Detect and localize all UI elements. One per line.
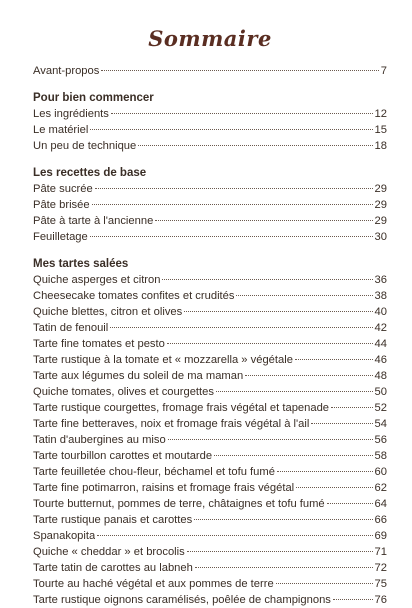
toc-section [33, 257, 387, 608]
toc-leader-dots [195, 567, 373, 568]
toc-entry-page: 15 [374, 124, 387, 136]
toc-entry-page: 52 [374, 402, 387, 414]
toc-entry-page: 54 [374, 418, 387, 430]
toc-entry-title: Cheesecake tomates confites et crudités [33, 290, 235, 302]
toc-entry-page: 75 [374, 578, 387, 590]
toc-entry-page: 18 [374, 140, 387, 152]
toc-entry-title: Feuilletage [33, 231, 88, 243]
toc-leader-dots [331, 407, 373, 408]
toc-entry-title: Tarte tourbillon carottes et moutarde [33, 450, 213, 462]
toc-entry-title: Pâte à tarte à l'ancienne [33, 215, 154, 227]
toc-entry-page: 69 [374, 530, 387, 542]
toc-entry-page: 71 [374, 546, 387, 558]
toc-entry[interactable] [33, 512, 387, 528]
toc-entry[interactable] [33, 480, 387, 496]
toc-entry-title: Pâte brisée [33, 199, 90, 211]
toc-entry[interactable] [33, 448, 387, 464]
toc-entry-title: Tourte au haché végétal et aux pommes de terre [33, 578, 274, 590]
toc-intro [33, 63, 387, 79]
toc-entry-page: 50 [374, 386, 387, 398]
toc-entry-page: 42 [374, 322, 387, 334]
toc-entry[interactable] [33, 197, 387, 213]
toc-entry-title: Le matériel [33, 124, 89, 136]
toc-entry[interactable] [33, 368, 387, 384]
toc-leader-dots [236, 295, 372, 296]
toc-entry-page: 36 [374, 274, 387, 286]
toc-entry-page: 48 [374, 370, 387, 382]
toc-section [33, 91, 387, 154]
toc-entry-list [33, 181, 387, 245]
toc-entry[interactable] [33, 576, 387, 592]
toc-entry-title: Quiche asperges et citron [33, 274, 161, 286]
toc-entry[interactable] [33, 138, 387, 154]
toc-entry[interactable] [33, 320, 387, 336]
toc-leader-dots [214, 455, 372, 456]
toc-entry[interactable] [33, 181, 387, 197]
toc-leader-dots [216, 391, 373, 392]
toc-entry-title: Tatin d'aubergines au miso [33, 434, 166, 446]
toc-entry[interactable] [33, 496, 387, 512]
page-title: Sommaire [148, 26, 272, 51]
toc-leader-dots [90, 236, 373, 237]
toc-sections [33, 91, 387, 608]
toc-entry-page: 29 [374, 215, 387, 227]
toc-leader-dots [187, 551, 373, 552]
toc-entry-avant-propos[interactable] [33, 63, 387, 79]
toc-entry-title: Tarte fine tomates et pesto [33, 338, 165, 350]
toc-entry-page: 44 [374, 338, 387, 350]
toc-entry-title: Tarte rustique à la tomate et « mozzarella » végétale [33, 354, 293, 366]
toc-leader-dots [92, 204, 373, 205]
toc-entry[interactable] [33, 432, 387, 448]
toc-entry-title: Tarte aux légumes du soleil de ma maman [33, 370, 244, 382]
toc-leader-dots [138, 145, 372, 146]
toc-entry[interactable] [33, 464, 387, 480]
toc-entry-title: Tourte butternut, pommes de terre, châtaignes et tofu fumé [33, 498, 325, 510]
toc-entry-title: Un peu de technique [33, 140, 137, 152]
toc-entry[interactable] [33, 544, 387, 560]
toc-entry-title: Les ingrédients [33, 108, 109, 120]
toc-entry-title: Avant-propos [33, 65, 100, 77]
toc-entry[interactable] [33, 106, 387, 122]
toc-leader-dots [194, 519, 372, 520]
toc-leader-dots [184, 311, 372, 312]
toc-entry[interactable] [33, 560, 387, 576]
toc-entry-title: Tarte feuilletée chou-fleur, béchamel et tofu fumé [33, 466, 275, 478]
toc-entry-title: Pâte sucrée [33, 183, 93, 195]
toc-entry-page: 72 [374, 562, 387, 574]
toc-entry-list [33, 106, 387, 154]
toc-leader-dots [168, 439, 373, 440]
toc-leader-dots [155, 220, 372, 221]
toc-entry-page: 62 [374, 482, 387, 494]
toc-leader-dots [277, 471, 373, 472]
toc-section [33, 166, 387, 245]
toc-entry-page: 12 [374, 108, 387, 120]
toc-leader-dots [101, 70, 378, 71]
toc-entry-page: 60 [374, 466, 387, 478]
toc-entry[interactable] [33, 416, 387, 432]
toc-entry[interactable] [33, 352, 387, 368]
toc-entry[interactable] [33, 288, 387, 304]
toc-entry-title: Tarte rustique courgettes, fromage frais végétal et tapenade [33, 402, 330, 414]
toc-entry[interactable] [33, 229, 387, 245]
toc-leader-dots [167, 343, 373, 344]
toc-entry[interactable] [33, 400, 387, 416]
toc-leader-dots [162, 279, 372, 280]
toc-entry-title: Spanakopita [33, 530, 96, 542]
toc-leader-dots [90, 129, 372, 130]
toc-leader-dots [95, 188, 373, 189]
toc-entry[interactable] [33, 592, 387, 608]
toc-entry-page: 46 [374, 354, 387, 366]
toc-entry[interactable] [33, 336, 387, 352]
toc-leader-dots [245, 375, 372, 376]
toc-leader-dots [327, 503, 373, 504]
toc-entry[interactable] [33, 384, 387, 400]
toc-leader-dots [295, 359, 373, 360]
toc-entry-title: Tarte fine potimarron, raisins et fromage frais végétal [33, 482, 295, 494]
toc-entry-page: 56 [374, 434, 387, 446]
toc-entry-page: 76 [374, 594, 387, 606]
toc-entry-title: Tarte rustique oignons caramélisés, poêlée de champignons [33, 594, 331, 606]
toc-entry-page: 64 [374, 498, 387, 510]
toc-entry-title: Quiche « cheddar » et brocolis [33, 546, 185, 558]
toc-entry-page: 30 [374, 231, 387, 243]
toc-entry[interactable] [33, 304, 387, 320]
toc-entry-title: Quiche blettes, citron et olives [33, 306, 183, 318]
toc-entry[interactable] [33, 122, 387, 138]
toc-leader-dots [97, 535, 372, 536]
toc-entry-page: 7 [380, 65, 387, 77]
toc-entry-title: Quiche tomates, olives et courgettes [33, 386, 214, 398]
toc-leader-dots [296, 487, 372, 488]
section-heading: Pour bien commencer [33, 92, 154, 104]
toc-entry-title: Tarte rustique panais et carottes [33, 514, 193, 526]
toc-entry[interactable] [33, 272, 387, 288]
toc-entry-page: 40 [374, 306, 387, 318]
toc-entry-page: 29 [374, 199, 387, 211]
toc-leader-dots [276, 583, 373, 584]
toc-leader-dots [110, 327, 372, 328]
toc-entry-list [33, 272, 387, 608]
section-heading: Les recettes de base [33, 167, 147, 179]
toc-entry-title: Tatin de fenouil [33, 322, 109, 334]
toc-entry-page: 29 [374, 183, 387, 195]
toc-entry[interactable] [33, 213, 387, 229]
toc-entry-page: 58 [374, 450, 387, 462]
toc-entry[interactable] [33, 528, 387, 544]
toc-leader-dots [111, 113, 373, 114]
section-heading: Mes tartes salées [33, 258, 129, 270]
toc-entry-page: 38 [374, 290, 387, 302]
toc-entry-title: Tarte tatin de carottes au labneh [33, 562, 193, 574]
toc-entry-title: Tarte fine betteraves, noix et fromage frais végétal à l'ail [33, 418, 310, 430]
toc-leader-dots [311, 423, 372, 424]
toc-entry-page: 66 [374, 514, 387, 526]
